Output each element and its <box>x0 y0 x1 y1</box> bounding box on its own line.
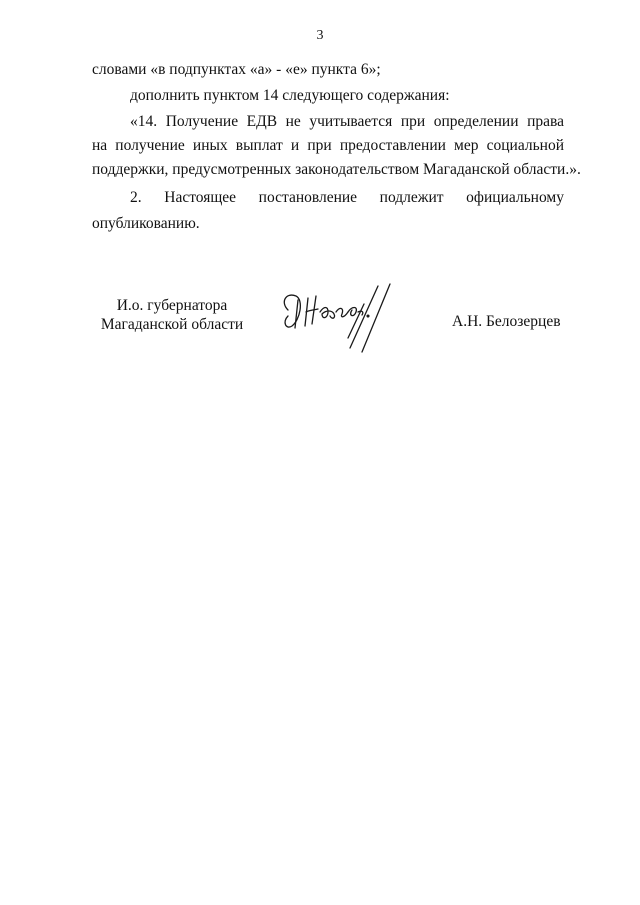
paragraph-3-line-3: поддержки, предусмотренных законодательством Магаданской области.». <box>92 161 581 178</box>
paragraph-3-line-2: на получение иных выплат и при предоставлении мер социальной <box>92 137 564 154</box>
signatory-position-line-1: И.о. губернатора <box>116 297 228 314</box>
signatory-name: А.Н. Белозерцев <box>452 313 561 330</box>
paragraph-3-line-1: «14. Получение ЕДВ не учитывается при определении права <box>130 113 564 130</box>
handwritten-signature <box>278 282 408 354</box>
paragraph-4-line-1: 2. Настоящее постановление подлежит официальному <box>130 189 564 206</box>
signatory-position <box>92 296 252 334</box>
signatory-position-line-2: Магаданской области <box>100 316 244 333</box>
paragraph-4-line-2: опубликованию. <box>92 215 200 232</box>
paragraph-2: дополнить пунктом 14 следующего содержания: <box>130 87 450 104</box>
paragraph-1: словами «в подпунктах «а» - «е» пункта 6»; <box>92 61 381 78</box>
page-number: 3 <box>316 28 324 43</box>
